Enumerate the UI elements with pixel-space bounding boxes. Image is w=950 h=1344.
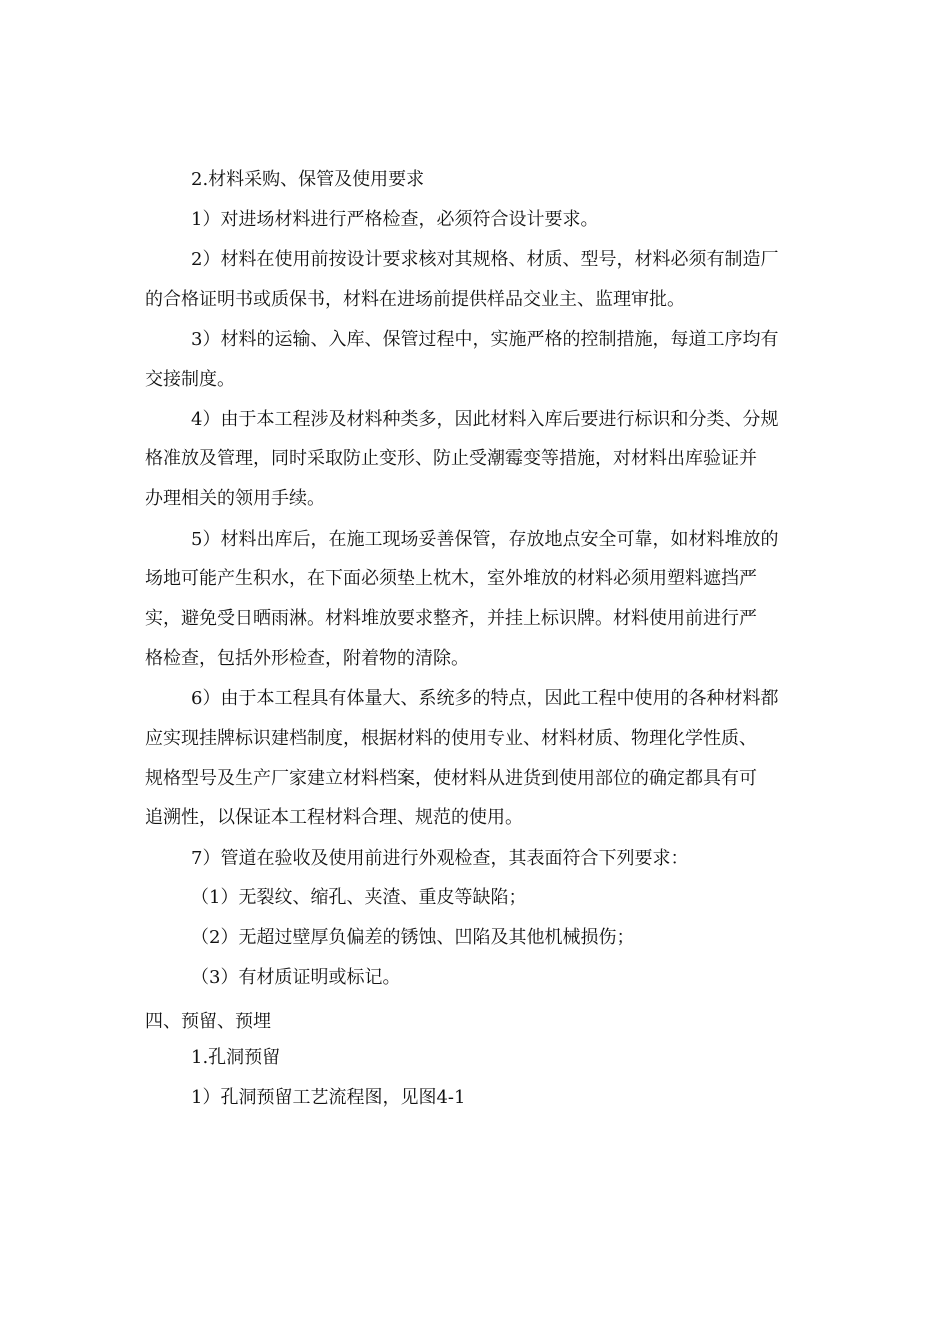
paragraph-line: 3）材料的运输、入库、保管过程中，实施严格的控制措施，每道工序均有 [191, 329, 779, 350]
paragraph-line: 交接制度。 [145, 369, 235, 390]
paragraph-line: 4）由于本工程涉及材料种类多，因此材料入库后要进行标识和分类、分规 [191, 409, 779, 430]
paragraph-line: 格准放及管理，同时采取防止变形、防止受潮霉变等措施，对材料出库验证并 [145, 448, 757, 469]
paragraph-line: 规格型号及生产厂家建立材料档案，使材料从进货到使用部位的确定都具有可 [145, 768, 757, 789]
paragraph-line: 7）管道在验收及使用前进行外观检查，其表面符合下列要求： [191, 848, 689, 869]
paragraph-line: 场地可能产生积水，在下面必须垫上枕木，室外堆放的材料必须用塑料遮挡严 [145, 568, 757, 589]
paragraph-line: 1）对进场材料进行严格检查，必须符合设计要求。 [191, 209, 599, 230]
paragraph-line: 的合格证明书或质保书，材料在进场前提供样品交业主、监理审批。 [145, 289, 685, 310]
section-heading: 2.材料采购、保管及使用要求 [191, 169, 425, 190]
list-item: （1）无裂纹、缩孔、夹渣、重皮等缺陷； [191, 887, 527, 908]
paragraph-line: 1）孔洞预留工艺流程图，见图4-1 [191, 1087, 466, 1108]
paragraph-line: 格检查，包括外形检查，附着物的清除。 [145, 648, 469, 669]
chapter-heading: 四、预留、预埋 [145, 1011, 271, 1032]
paragraph-line: 办理相关的领用手续。 [145, 488, 325, 509]
paragraph-line: 实，避免受日晒雨淋。材料堆放要求整齐，并挂上标识牌。材料使用前进行严 [145, 608, 757, 629]
list-item: （2）无超过壁厚负偏差的锈蚀、凹陷及其他机械损伤； [191, 927, 635, 948]
section-heading: 1.孔洞预留 [191, 1047, 281, 1068]
paragraph-line: 5）材料出库后，在施工现场妥善保管，存放地点安全可靠，如材料堆放的 [191, 529, 779, 550]
list-item: （3）有材质证明或标记。 [191, 967, 401, 988]
paragraph-line: 应实现挂牌标识建档制度，根据材料的使用专业、材料材质、物理化学性质、 [145, 728, 757, 749]
paragraph-line: 追溯性，以保证本工程材料合理、规范的使用。 [145, 807, 523, 828]
paragraph-line: 6）由于本工程具有体量大、系统多的特点，因此工程中使用的各种材料都 [191, 688, 779, 709]
paragraph-line: 2）材料在使用前按设计要求核对其规格、材质、型号，材料必须有制造厂 [191, 249, 779, 270]
